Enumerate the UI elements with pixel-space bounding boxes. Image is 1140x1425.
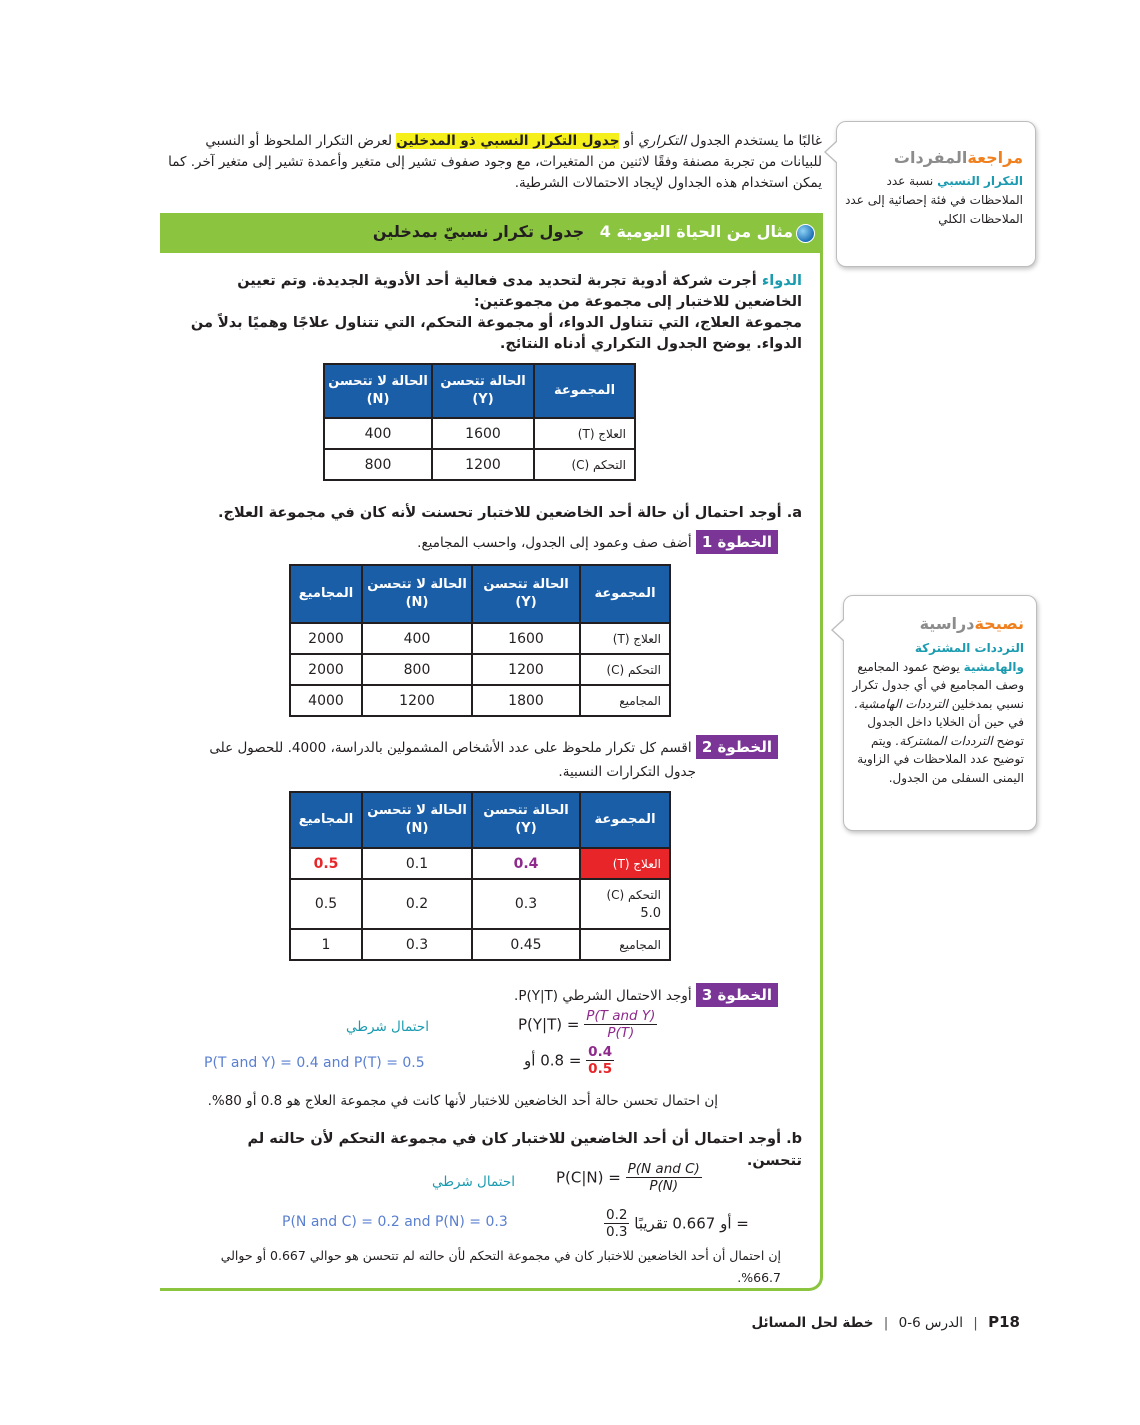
header-not-improves: الحالة لا تتحسن (N) xyxy=(362,565,472,623)
table-row: التحكم (C) 1200 800 2000 xyxy=(290,654,670,685)
equation-4: $\frac{0.2}{0.3}$ = أو 0.667 تقريبًا xyxy=(606,1207,749,1240)
table-row: العلاج (T) 0.4 0.1 0.5 xyxy=(290,848,670,879)
example-title: جدول تكرار نسبيّ بمدخلين xyxy=(372,222,585,241)
vocab-definition: التكرار النسبي نسبة عدد الملاحظات في فئة إحصائية إلى عدد الملاحظات الكلي xyxy=(845,174,1023,226)
vocab-title: مراجعةالمفردات xyxy=(893,148,1023,167)
header-totals: المجاميع xyxy=(290,792,362,848)
table-row: المجاميع 0.45 0.3 1 xyxy=(290,929,670,960)
equation-2: = 0.8 أو $\frac{0.4}{0.5}$ xyxy=(524,1044,613,1077)
annotation-values-2: P(N and C) = 0.2 and P(N) = 0.3 xyxy=(282,1214,508,1230)
table-row: التحكم (C) 1200 800 xyxy=(324,449,635,480)
tip-title: نصيحةدراسية xyxy=(919,614,1024,633)
example-header xyxy=(160,213,823,253)
step3-badge: الخطوة 3 xyxy=(696,983,778,1007)
header-not-improves: الحالة لا تتحسن (N) xyxy=(324,364,432,418)
table-row: المجاميع 1800 1200 4000 xyxy=(290,685,670,716)
example-label: مثال من الحياة اليومية 4 xyxy=(599,222,793,241)
equation-3: P(C|N) = $\frac{\text{P(N and C)}}{P(N)}$ xyxy=(556,1161,700,1194)
annotation-conditional-2: احتمال شرطي xyxy=(432,1174,515,1190)
step2: الخطوة 2 اقسم كل تكرار ملحوظ على عدد الأشخاص المشمولين بالدراسة، 4000. للحصول على جدول التكرارات النسبية. xyxy=(160,735,778,784)
frequency-table xyxy=(323,363,636,481)
header-totals: المجاميع xyxy=(290,565,362,623)
lesson-title: خطة لحل المسائل xyxy=(751,1315,874,1331)
step3-conclusion: إن احتمال تحسن حالة أحد الخاضعين للاختبار لأنها كانت في مجموعة العلاج هو 0.8 أو 80%. xyxy=(207,1093,718,1109)
vocabulary-review-box xyxy=(836,121,1036,267)
study-tip-box xyxy=(843,595,1037,831)
table-row: العلاج (T) 1600 400 2000 xyxy=(290,623,670,654)
header-improves: الحالة تتحسن (Y) xyxy=(472,565,580,623)
lesson-number: الدرس 6-0 xyxy=(898,1315,963,1331)
step1-badge: الخطوة 1 xyxy=(696,530,778,554)
highlighted-term: جدول التكرار النسبي ذو المدخلين xyxy=(396,133,620,149)
table-row: التحكم (C) 5.0 0.3 0.2 0.5 xyxy=(290,879,670,929)
intro-paragraph: غالبًا ما يستخدم الجدول التكراري أو جدول التكرار النسبي ذو المدخلين لعرض التكرار الملحوظ أو النسبي للبيانات من تجربة مصنفة وفقًا لاثنين من المتغيرات، مع وجود صفوف تشير إلى متغير وأعمدة تشير إلى متغير آخر. كما يمكن استخدام هذه الجداول لإيجاد الاحتمالات الشرطية. xyxy=(168,133,822,191)
header-improves: الحالة تتحسن (Y) xyxy=(472,792,580,848)
annotation-conditional-1: احتمال شرطي xyxy=(346,1019,429,1035)
table-row: العلاج (T) 1600 400 xyxy=(324,418,635,449)
annotation-values-1: P(T and Y) = 0.4 and P(T) = 0.5 xyxy=(204,1055,425,1071)
step1: الخطوة 1 أضف صف وعمود إلى الجدول، واحسب المجاميع. xyxy=(300,530,778,555)
header-not-improves: الحالة لا تتحسن (N) xyxy=(362,792,472,848)
header-improves: الحالة تتحسن (Y) xyxy=(432,364,534,418)
globe-icon xyxy=(796,224,815,243)
equation-1: P(Y|T) = $\frac{\text{P(T and Y)}}{P(T)}$ xyxy=(518,1008,656,1041)
step3: الخطوة 3 أوجد الاحتمال الشرطي P(Y|T). xyxy=(300,983,778,1008)
step2-badge: الخطوة 2 xyxy=(696,735,778,759)
page-number: P18 xyxy=(988,1313,1020,1331)
problem-statement: الدواء أجرت شركة أدوية تجربة لتحديد مدى فعالية أحد الأدوية الجديدة. وتم تعيين الخاضعين للاختبار إلى مجموعة من مجموعتين: مجموعة العلاج، التي تتناول الدواء، أو مجموعة التحكم، التي تتناول علاجًا وهميًا بدلاً من الدواء. يوضح الجدول التكراري أدناه النتائج. xyxy=(190,273,802,352)
header-group: المجموعة xyxy=(580,565,670,623)
header-group: المجموعة xyxy=(580,792,670,848)
part-b-question: b. أوجد احتمال أن أحد الخاضعين للاختبار كان في مجموعة التحكم لأن حالته لم تتحسن. xyxy=(247,1131,802,1169)
page-footer: P18 | الدرس 6-0 | خطة لحل المسائل xyxy=(751,1313,1020,1331)
part-b-conclusion: إن احتمال أن أحد الخاضعين للاختبار كان في مجموعة التحكم لأن حالته لم تتحسن هو حوالي 0.667 أو حوالي 66.7%. xyxy=(220,1248,781,1285)
relative-frequency-table xyxy=(289,791,671,961)
tip-body: الترددات المشتركة والهامشية يوضح عمود المجاميع وصف المجاميع في أي جدول تكرار نسبي بمدخلين الترددات الهامشية. في حين أن الخلايا داخل الجدول توضح الترددات المشتركة. ويتم توضيح عدد الملاحظات في الزاوية اليمنى السفلى من الجدول. xyxy=(852,641,1024,785)
header-group: المجموعة xyxy=(534,364,635,418)
part-a-question: a. أوجد احتمال أن حالة أحد الخاضعين للاختبار تحسنت لأنه كان في مجموعة العلاج. xyxy=(218,505,802,521)
highlighted-cell: العلاج (T) xyxy=(580,848,670,879)
totals-table xyxy=(289,564,671,717)
